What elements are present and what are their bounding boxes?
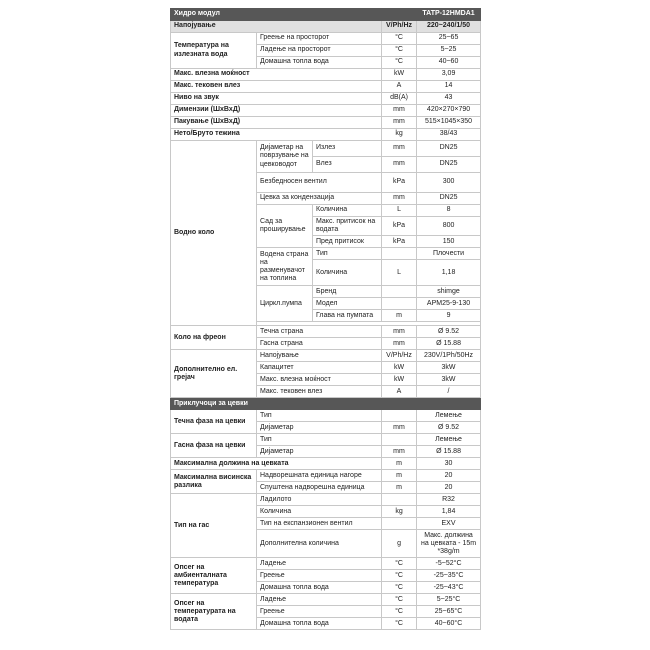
unit-cell: mm bbox=[382, 446, 417, 458]
unit-cell: °C bbox=[382, 582, 417, 594]
row-label: Ниво на звук bbox=[171, 93, 382, 105]
value-cell: DN25 bbox=[417, 141, 481, 157]
sub-label: Макс. влезна моќност bbox=[257, 374, 382, 386]
sub-label: Влез bbox=[313, 157, 382, 173]
value-cell: Ø 9.52 bbox=[417, 422, 481, 434]
value-cell: Лемење bbox=[417, 434, 481, 446]
power-supply-row bbox=[171, 21, 481, 33]
value-cell: DN25 bbox=[417, 157, 481, 173]
unit-cell: kPa bbox=[382, 236, 417, 248]
value-cell: 14 bbox=[417, 81, 481, 93]
table-row bbox=[171, 69, 481, 81]
unit-cell: °C bbox=[382, 558, 417, 570]
table-row bbox=[171, 33, 481, 45]
sub-label: Домашна топла вода bbox=[257, 618, 382, 630]
sub-label: Ладење на просторот bbox=[257, 45, 382, 57]
value-cell: R32 bbox=[417, 494, 481, 506]
power-supply-label: Напојување bbox=[171, 21, 382, 33]
model-name: TATP-12HMDA1 bbox=[417, 9, 481, 21]
value-cell: Ø 9.52 bbox=[417, 326, 481, 338]
value-cell: 1,18 bbox=[417, 260, 481, 286]
value-cell: 5~25°C bbox=[417, 594, 481, 606]
value-cell: 1,84 bbox=[417, 506, 481, 518]
unit-cell bbox=[382, 248, 417, 260]
section-header-row bbox=[171, 398, 481, 410]
value-cell: EXV bbox=[417, 518, 481, 530]
table-header-row bbox=[171, 9, 481, 21]
sub-label: Макс. тековен влез bbox=[257, 386, 382, 398]
sub-label: Домашна топла вода bbox=[257, 57, 382, 69]
value-cell: 8 bbox=[417, 205, 481, 217]
value-cell: 9 bbox=[417, 310, 481, 322]
value-cell: 38/43 bbox=[417, 129, 481, 141]
row-label: Димензии (ШxВxД) bbox=[171, 105, 382, 117]
value-cell: -5~52°C bbox=[417, 558, 481, 570]
value-cell: Макс. должина на цевката - 15m *38g/m bbox=[417, 530, 481, 558]
sub-label: Ладење bbox=[257, 594, 382, 606]
value-cell: 420×270×790 bbox=[417, 105, 481, 117]
sub-label: Греење bbox=[257, 606, 382, 618]
row-label: Макс. влезна моќност bbox=[171, 69, 382, 81]
unit-cell: °C bbox=[382, 570, 417, 582]
unit-cell: m bbox=[382, 482, 417, 494]
unit-cell: m bbox=[382, 470, 417, 482]
unit-cell: dB(A) bbox=[382, 93, 417, 105]
row-label: Пакување (ШxВxД) bbox=[171, 117, 382, 129]
unit-cell: kW bbox=[382, 362, 417, 374]
unit-cell: mm bbox=[382, 105, 417, 117]
sub-label: Греење bbox=[257, 570, 382, 582]
row-label: Водно коло bbox=[171, 141, 257, 326]
unit-cell: L bbox=[382, 205, 417, 217]
value-cell: 3kW bbox=[417, 362, 481, 374]
table-row bbox=[171, 350, 481, 362]
table-row bbox=[171, 141, 481, 157]
unit-cell: kW bbox=[382, 69, 417, 81]
sub-label: Количина bbox=[257, 506, 382, 518]
row-label: Течна фаза на цевки bbox=[171, 410, 257, 434]
sub-label: Модел bbox=[313, 298, 382, 310]
row-label: Нето/Бруто тежина bbox=[171, 129, 382, 141]
sub-label: Цевка за кондензација bbox=[257, 193, 382, 205]
value-cell: Ø 15.88 bbox=[417, 338, 481, 350]
unit-cell: kW bbox=[382, 374, 417, 386]
sub-label: Бренд bbox=[313, 286, 382, 298]
value-cell: 40~60 bbox=[417, 57, 481, 69]
sub-label: Греење на просторот bbox=[257, 33, 382, 45]
unit-cell: °C bbox=[382, 33, 417, 45]
value-cell: APM25-9-130 bbox=[417, 298, 481, 310]
value-cell: -25~35°C bbox=[417, 570, 481, 582]
row-label: Максимална висинска разлика bbox=[171, 470, 257, 494]
table-row bbox=[171, 326, 481, 338]
table-row bbox=[171, 458, 481, 470]
spec-table bbox=[170, 8, 481, 630]
unit-cell: °C bbox=[382, 606, 417, 618]
unit-cell: L bbox=[382, 260, 417, 286]
sub-label: Безбедносен вентил bbox=[257, 173, 382, 193]
sub-label: Тип bbox=[313, 248, 382, 260]
unit-cell: V/Ph/Hz bbox=[382, 350, 417, 362]
value-cell: Лемење bbox=[417, 410, 481, 422]
row-label: Опсег на амбиенталната температура bbox=[171, 558, 257, 594]
value-cell: 300 bbox=[417, 173, 481, 193]
sub-label: Надворешната единица нагоре bbox=[257, 470, 382, 482]
value-cell: 25~65°C bbox=[417, 606, 481, 618]
value-cell: 3kW bbox=[417, 374, 481, 386]
value-cell: / bbox=[417, 386, 481, 398]
group-label: Дијаметар на поврзување на цевководот bbox=[257, 141, 313, 173]
unit-cell: °C bbox=[382, 594, 417, 606]
table-row bbox=[171, 470, 481, 482]
section-title: Приклучоци за цевки bbox=[171, 398, 481, 410]
sub-label: Напојување bbox=[257, 350, 382, 362]
table-row bbox=[171, 81, 481, 93]
row-label: Тип на гас bbox=[171, 494, 257, 558]
unit-cell: mm bbox=[382, 117, 417, 129]
unit-cell bbox=[382, 410, 417, 422]
value-cell: 40~60°C bbox=[417, 618, 481, 630]
table-row bbox=[171, 494, 481, 506]
table-row bbox=[171, 410, 481, 422]
row-label: Максимална должина на цевката bbox=[171, 458, 382, 470]
value-cell: 515×1045×350 bbox=[417, 117, 481, 129]
table-row bbox=[171, 93, 481, 105]
row-label: Коло на фреон bbox=[171, 326, 257, 350]
sub-label: Тип на експанзионен вентил bbox=[257, 518, 382, 530]
unit-cell: °C bbox=[382, 618, 417, 630]
sub-label: Дополнителна количина bbox=[257, 530, 382, 558]
sub-label: Излез bbox=[313, 141, 382, 157]
unit-cell bbox=[382, 434, 417, 446]
sub-label: Тип bbox=[257, 434, 382, 446]
table-row bbox=[171, 117, 481, 129]
value-cell: 150 bbox=[417, 236, 481, 248]
sub-label: Дијаметар bbox=[257, 422, 382, 434]
unit-cell: kPa bbox=[382, 217, 417, 236]
sub-label: Ладилото bbox=[257, 494, 382, 506]
unit-cell: mm bbox=[382, 193, 417, 205]
sub-label: Ладење bbox=[257, 558, 382, 570]
unit-cell: A bbox=[382, 386, 417, 398]
unit-cell: m bbox=[382, 458, 417, 470]
unit-cell: °C bbox=[382, 45, 417, 57]
unit-cell: mm bbox=[382, 326, 417, 338]
unit-cell: g bbox=[382, 530, 417, 558]
value-cell: 25~65 bbox=[417, 33, 481, 45]
table-title: Хидро модул bbox=[171, 9, 417, 21]
value-cell: 230V/1Ph/50Hz bbox=[417, 350, 481, 362]
table-row bbox=[171, 558, 481, 570]
sub-label: Капацитет bbox=[257, 362, 382, 374]
power-supply-unit: V/Ph/Hz bbox=[382, 21, 417, 33]
unit-cell bbox=[382, 494, 417, 506]
sub-label: Домашна топла вода bbox=[257, 582, 382, 594]
unit-cell: kPa bbox=[382, 173, 417, 193]
row-label: Температура на излезната вода bbox=[171, 33, 257, 69]
value-cell: 30 bbox=[417, 458, 481, 470]
value-cell: 20 bbox=[417, 482, 481, 494]
sub-label: Течна страна bbox=[257, 326, 382, 338]
sub-label: Количина bbox=[313, 205, 382, 217]
value-cell: 5~25 bbox=[417, 45, 481, 57]
unit-cell: mm bbox=[382, 141, 417, 157]
table-row bbox=[171, 594, 481, 606]
sub-label: Гасна страна bbox=[257, 338, 382, 350]
value-cell: -25~43°C bbox=[417, 582, 481, 594]
unit-cell: kg bbox=[382, 129, 417, 141]
sub-label: Глава на пумпата bbox=[313, 310, 382, 322]
power-supply-value: 220~240/1/50 bbox=[417, 21, 481, 33]
row-label: Дополнително ел. грејач bbox=[171, 350, 257, 398]
value-cell: 20 bbox=[417, 470, 481, 482]
unit-cell: mm bbox=[382, 338, 417, 350]
unit-cell: mm bbox=[382, 422, 417, 434]
table-row bbox=[171, 105, 481, 117]
value-cell: Плочести bbox=[417, 248, 481, 260]
unit-cell: mm bbox=[382, 157, 417, 173]
value-cell: 3,09 bbox=[417, 69, 481, 81]
sub-label: Макс. притисок на водата bbox=[313, 217, 382, 236]
sub-label: Тип bbox=[257, 410, 382, 422]
row-label: Гасна фаза на цевки bbox=[171, 434, 257, 458]
group-label: Сад за проширување bbox=[257, 205, 313, 248]
group-label: Циркл.пумпа bbox=[257, 286, 313, 322]
value-cell: Ø 15.88 bbox=[417, 446, 481, 458]
unit-cell: kg bbox=[382, 506, 417, 518]
table-row bbox=[171, 129, 481, 141]
sub-label: Спуштена надворешна единица bbox=[257, 482, 382, 494]
value-cell: 43 bbox=[417, 93, 481, 105]
sub-label: Дијаметар bbox=[257, 446, 382, 458]
value-cell: shimge bbox=[417, 286, 481, 298]
unit-cell bbox=[382, 518, 417, 530]
sub-label: Количина bbox=[313, 260, 382, 286]
table-row bbox=[171, 434, 481, 446]
unit-cell: m bbox=[382, 310, 417, 322]
unit-cell bbox=[382, 298, 417, 310]
row-label: Опсег на температурата на водата bbox=[171, 594, 257, 630]
row-label: Макс. тековен влез bbox=[171, 81, 382, 93]
sub-label: Пред притисок bbox=[313, 236, 382, 248]
unit-cell bbox=[382, 286, 417, 298]
value-cell: DN25 bbox=[417, 193, 481, 205]
value-cell: 800 bbox=[417, 217, 481, 236]
unit-cell: A bbox=[382, 81, 417, 93]
group-label: Водена страна на разменувачот на топлина bbox=[257, 248, 313, 286]
unit-cell: °C bbox=[382, 57, 417, 69]
